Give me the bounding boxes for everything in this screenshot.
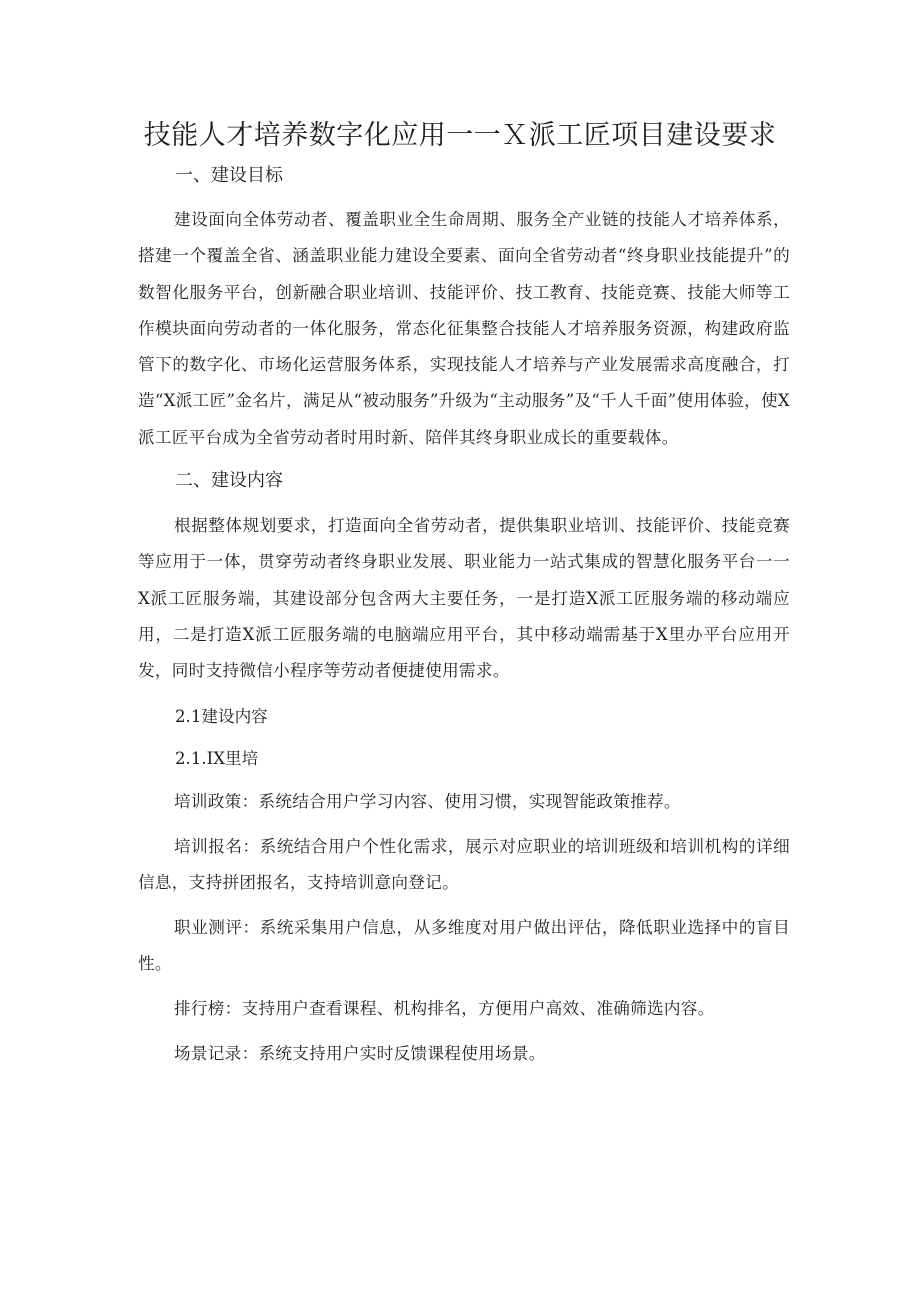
list-item-training-signup: 培训报名：系统结合用户个性化需求，展示对应职业的培训班级和培训机构的详细信息，支持拼团报名，支持培训意向登记。 bbox=[138, 837, 790, 893]
section-paragraph-content: 根据整体规划要求，打造面向全省劳动者，提供集职业培训、技能评价、技能竞赛等应用于一体，贯穿劳动者终身职业发展、职业能力一站式集成的智慧化服务平台一一X派工匠服务端，其建设部分包含两大主要任务，一是打造X派工匠服务端的移动端应用，二是打造X派工匠服务端的电脑端应用平台，其中移动端需基于X里办平台应用开发，同时支持微信小程序等劳动者便捷使用需求。 bbox=[138, 516, 790, 681]
list-item-leaderboard: 排行榜：支持用户查看课程、机构排名，方便用户高效、准确筛选内容。 bbox=[174, 999, 715, 1018]
section-heading-content: 二、建设内容 bbox=[175, 470, 283, 491]
document-title: 技能人才培养数字化应用一一Ｘ派工匠项目建设要求 bbox=[143, 120, 777, 151]
list-item-training-policy: 培训政策：系统结合用户学习内容、使用习惯，实现智能政策推荐。 bbox=[174, 792, 681, 811]
subsubsection-heading: 2.1.IX里培 bbox=[175, 749, 259, 768]
list-item-scene-record: 场景记录：系统支持用户实时反馈课程使用场景。 bbox=[174, 1044, 546, 1063]
subsection-heading: 2.1建设内容 bbox=[175, 707, 268, 726]
list-item-career-assessment: 职业测评：系统采集用户信息，从多维度对用户做出评估，降低职业选择中的盲目性。 bbox=[138, 918, 790, 974]
section-paragraph-goals: 建设面向全体劳动者、覆盖职业全生命周期、服务全产业链的技能人才培养体系，搭建一个覆盖全省、涵盖职业能力建设全要素、面向全省劳动者“终身职业技能提升”的数智化服务平台，创新融合职业培训、技能评价、技工教育、技能竞赛、技能大师等工作模块面向劳动者的一体化服务，常态化征集整合技能人才培养服务资源，构建政府监管下的数字化、市场化运营服务体系，实现技能人才培养与产业发展需求高度融合，打造“X派工匠”金名片，满足从“被动服务”升级为“主动服务”及“千人千面”使用体验，使X派工匠平台成为全省劳动者时用时新、陪伴其终身职业成长的重要载体。 bbox=[138, 210, 790, 447]
section-heading-goals: 一、建设目标 bbox=[175, 165, 283, 186]
